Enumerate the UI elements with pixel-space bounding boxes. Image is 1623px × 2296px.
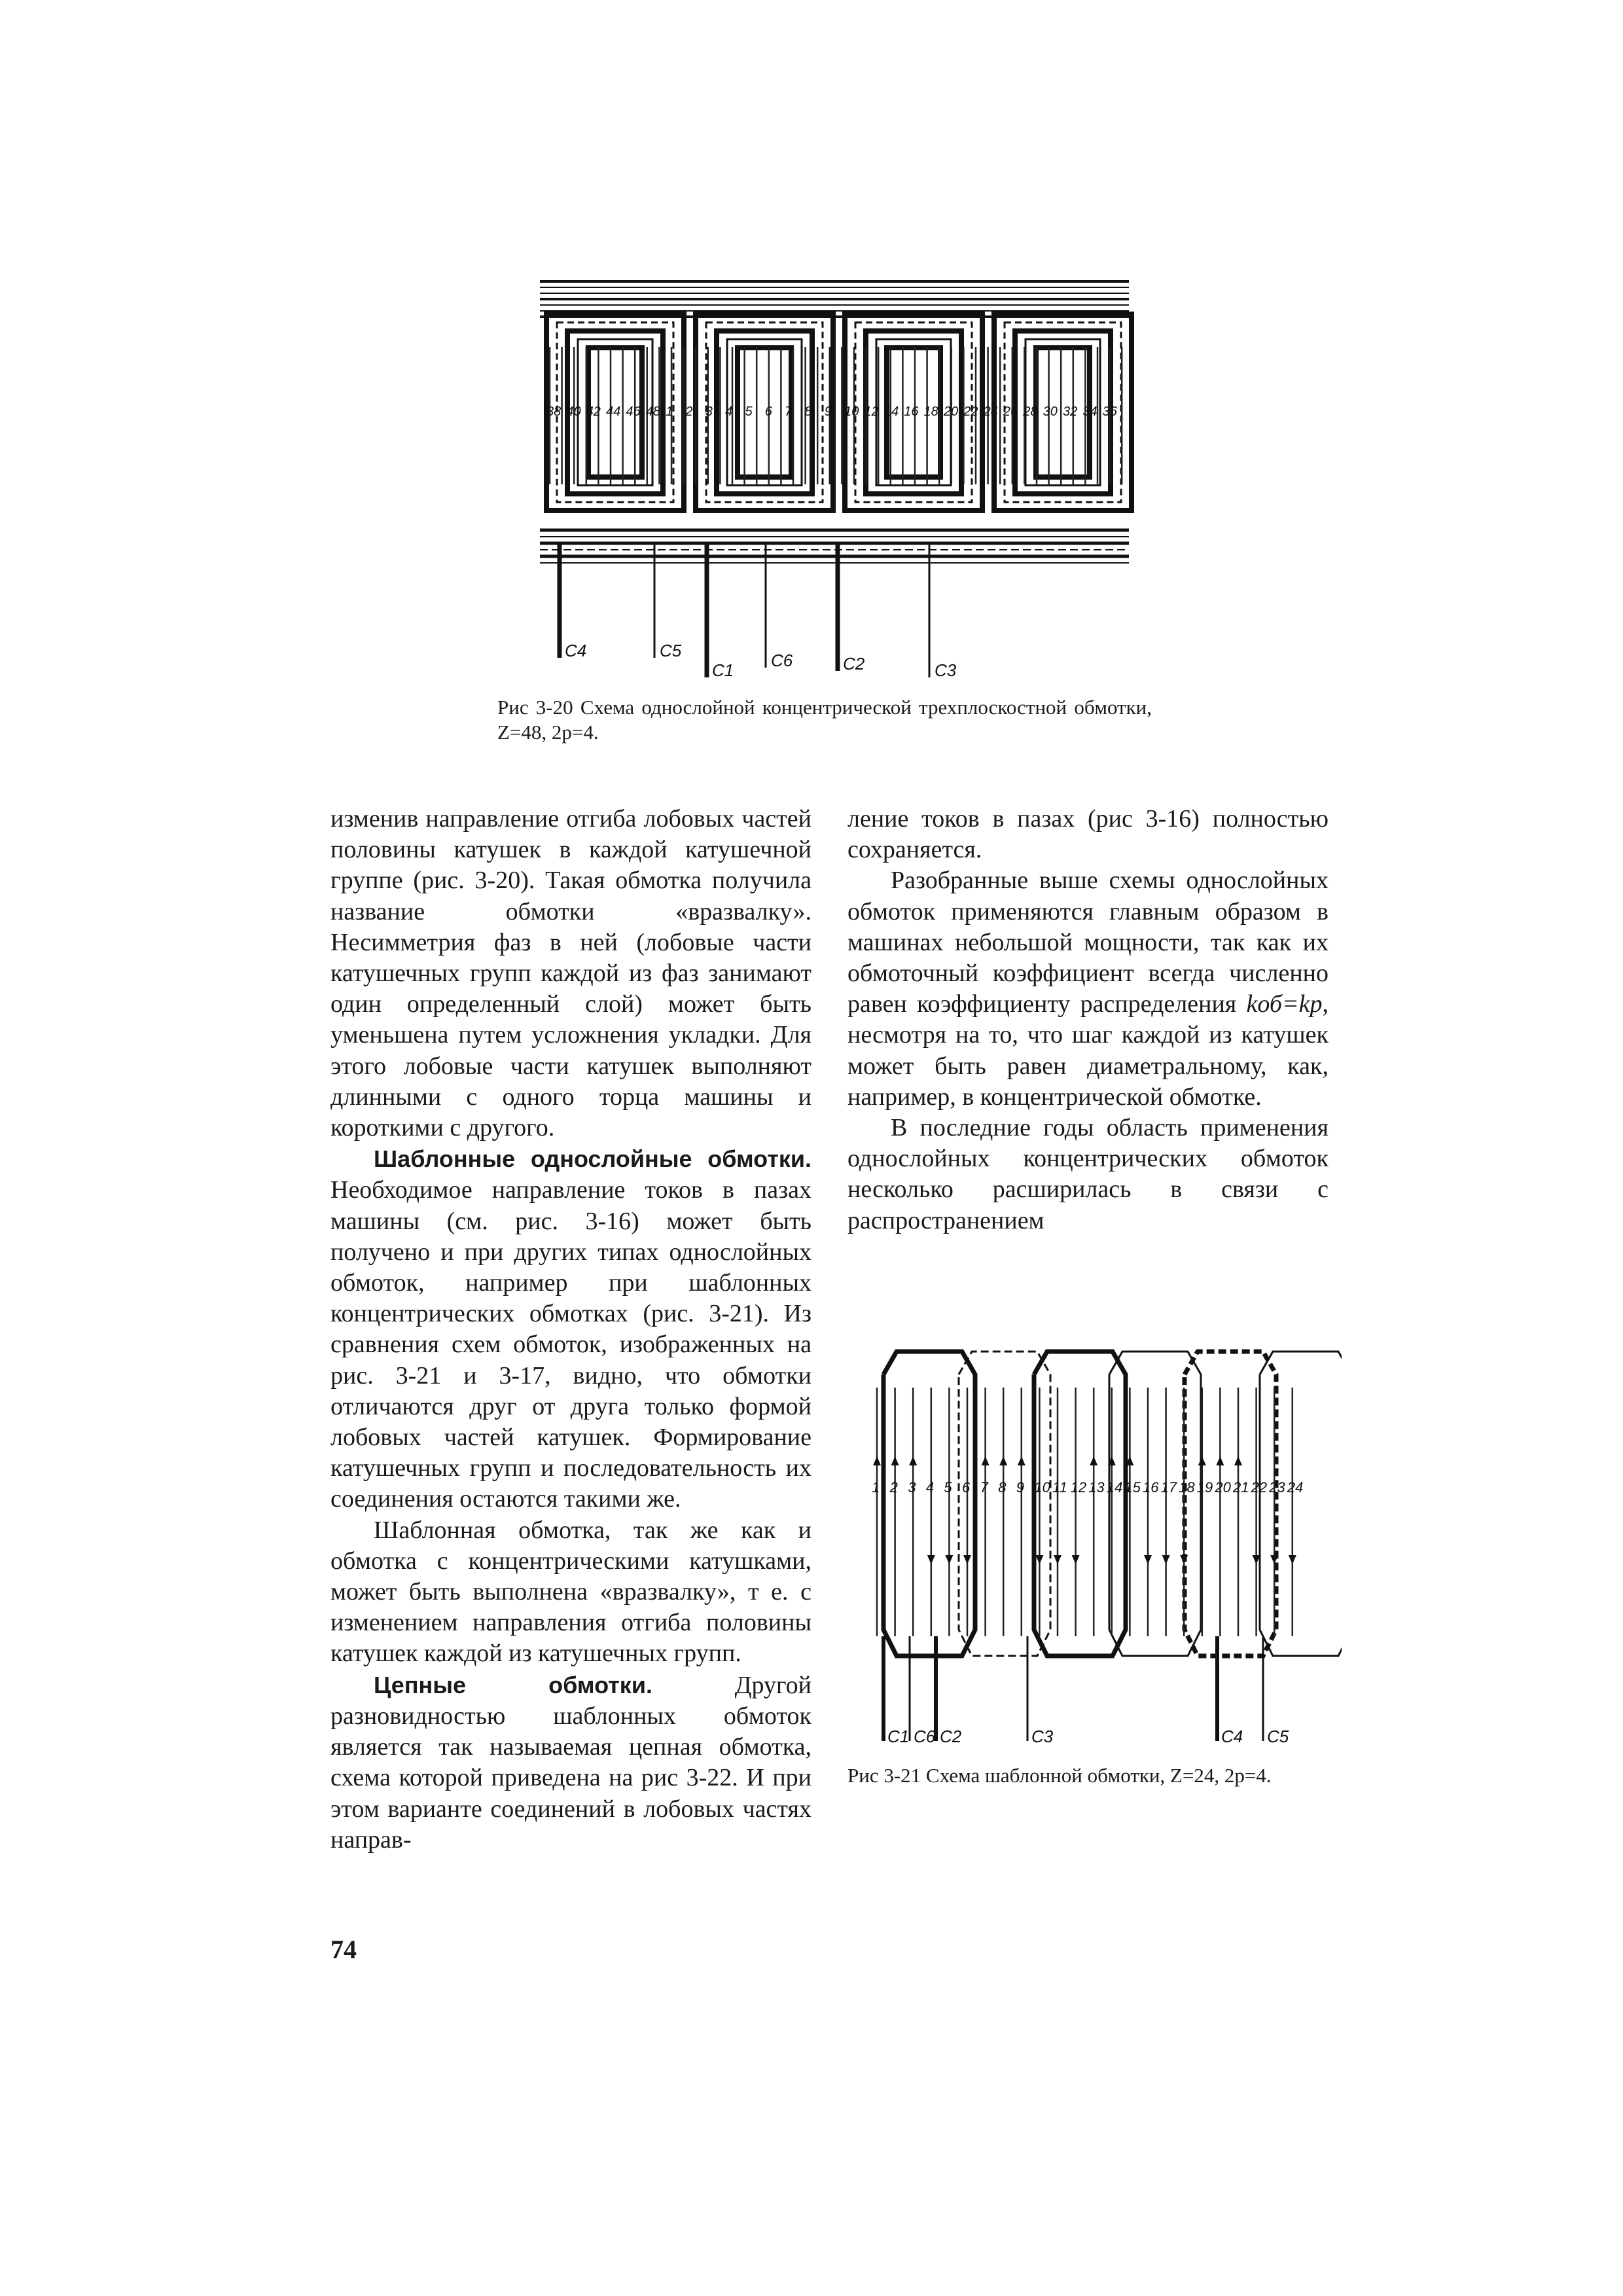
page-number: 74: [330, 1935, 357, 1964]
slot-number: 38: [546, 404, 562, 419]
winding-diagram-3-20: [533, 268, 1149, 700]
slot-number: 8: [998, 1479, 1007, 1496]
slot-number: 6: [962, 1479, 971, 1496]
slot-number: 1: [872, 1479, 880, 1496]
paragraph: Шаблонные однослойные обмотки. Необходимое направление токов в пазах машины (см. рис. 3-16) может быть получено и при других типах однослойных обмоток, например при шаблонных концентрических обмотках (рис. 3-21). Из сравнения схем обмоток, изображенных на рис. 3-21 и 3-17, видно, что обмотки отличаются друг от друга только формой лобовых частей катушек. Формирование катушечных групп и последовательность их соединения остаются такими же.: [330, 1145, 812, 1513]
slot-number: 34: [1082, 404, 1097, 419]
paragraph: Разобранные выше схемы однослойных обмоток применяются главным образом в машинах небольшой мощности, так как их обмоточный коэффициент всегда численно равен коэффициенту распределения kоб=kр, несмотря на то, что шаг каждой из катушек может быть равен диаметральному, как, например, в концентрической обмотке.: [847, 867, 1329, 1111]
coil-outline: [1106, 1352, 1201, 1656]
slot-number: 9: [1016, 1479, 1025, 1496]
figure-3-20: [533, 268, 1149, 700]
slot-number: 12: [864, 404, 879, 419]
slot-number: 46: [626, 404, 641, 419]
slot-number: 2: [889, 1479, 898, 1496]
terminal-label: C1: [887, 1727, 910, 1746]
slot-number: 10: [1034, 1479, 1050, 1496]
slot-number: 44: [606, 404, 621, 419]
current-arrow: [1018, 1456, 1026, 1465]
slot-number: 6: [764, 404, 772, 419]
slot-number: 48: [645, 404, 660, 419]
terminal-label: C5: [660, 641, 682, 660]
current-arrow: [1289, 1555, 1296, 1564]
terminal-label: C6: [771, 651, 793, 670]
slot-number: 9: [824, 404, 832, 419]
current-arrow: [982, 1456, 990, 1465]
slot-number: 12: [1070, 1479, 1087, 1496]
current-arrow: [945, 1555, 953, 1564]
terminal-label: C2: [940, 1727, 962, 1746]
slot-number: 42: [586, 404, 601, 419]
terminal-label: C6: [914, 1727, 936, 1746]
coil-outline: [1260, 1352, 1342, 1656]
terminal-label: C4: [565, 641, 587, 660]
terminal-label: C3: [1031, 1727, 1054, 1746]
terminal-label: C5: [1267, 1727, 1289, 1746]
slot-number: 19: [1196, 1479, 1213, 1496]
current-arrow: [873, 1456, 881, 1465]
current-arrow: [927, 1555, 935, 1564]
current-arrow: [1234, 1456, 1242, 1465]
current-arrow: [1035, 1555, 1043, 1564]
slot-number: 20: [943, 404, 959, 419]
paragraph: изменив направление отгиба лобовых частей половины катушек в каждой катушечной группе (рис. 3-20). Такая обмотка получила название обмотки «вразвалку». Несимметрия фаз в ней (лобовые части катушечных групп каждой из фаз занимают один определенный слой) может быть уменьшена путем усложнения укладки. Для этого лобовые части катушек выполняют длинными с одного торца машины и короткими с другого.: [330, 805, 812, 1142]
slot-number: 24: [1287, 1479, 1304, 1496]
slot-number: 20: [1215, 1479, 1231, 1496]
coil-outline: [883, 1352, 975, 1656]
left-text-column: [330, 804, 812, 1856]
slot-number: 8: [804, 404, 812, 419]
slot-number: 3: [908, 1479, 916, 1496]
terminal-label: C2: [843, 654, 865, 673]
slot-number: 24: [983, 404, 998, 419]
slot-number: 16: [1143, 1479, 1159, 1496]
slot-number: 17: [1160, 1479, 1177, 1496]
current-arrow: [963, 1555, 971, 1564]
slot-number: 21: [1233, 1479, 1249, 1496]
slot-number: 30: [1043, 404, 1058, 419]
paragraph: Цепные обмотки. Другой разновидностью шаблонных обмоток является так называемая цепная обмотка, схема которой приведена на рис 3-22. И при этом варианте соединений в лобовых частях направ-: [330, 1671, 812, 1854]
slot-number: 18: [1179, 1479, 1195, 1496]
slot-number: 7: [785, 404, 793, 419]
terminal-label: C3: [935, 660, 957, 680]
slot-number: 18: [923, 404, 938, 419]
slot-number: 26: [1003, 404, 1018, 419]
slot-number: 5: [745, 404, 753, 419]
current-arrow: [1198, 1456, 1206, 1465]
slot-number: 36: [1102, 404, 1117, 419]
slot-number: 22: [963, 404, 978, 419]
slot-number: 23: [1269, 1479, 1285, 1496]
slot-number: 14: [1106, 1479, 1123, 1496]
current-arrow: [891, 1456, 899, 1465]
slot-number: 11: [1052, 1479, 1067, 1496]
slot-number: 1: [666, 404, 673, 419]
current-arrow: [1162, 1555, 1170, 1564]
terminal-label: C4: [1221, 1727, 1243, 1746]
slot-number: 14: [883, 404, 899, 419]
slot-number: 40: [566, 404, 581, 419]
figure-3-21-caption: Рис 3-21 Схема шаблонной обмотки, Z=24, 2p=4.: [847, 1764, 1272, 1787]
coil-outline: [1185, 1352, 1276, 1656]
current-arrow: [1090, 1456, 1097, 1465]
slot-number: 10: [844, 404, 859, 419]
current-arrow: [1144, 1555, 1152, 1564]
paragraph: В последние годы область применения однослойных концентрических обмоток несколько расширилась в связи с распространением: [847, 1114, 1329, 1234]
current-arrow: [999, 1456, 1007, 1465]
slot-number: 13: [1088, 1479, 1105, 1496]
slot-number: 22: [1251, 1479, 1268, 1496]
current-arrow: [1216, 1456, 1224, 1465]
slot-number: 16: [904, 404, 919, 419]
figure-3-21: [870, 1348, 1342, 1754]
terminal-label: C1: [712, 660, 734, 680]
figure-3-20-caption: Рис 3-20 Схема однослойной концентрической трехплоскостной обмотки, Z=48, 2p=4.: [497, 696, 1152, 744]
section-heading: Шаблонные однослойные обмотки.: [374, 1145, 812, 1173]
coil-outline: [959, 1352, 1050, 1656]
slot-number: 7: [980, 1479, 988, 1496]
formula: kоб=kр: [1246, 990, 1323, 1018]
current-arrow: [909, 1456, 917, 1465]
right-text-column: [847, 804, 1329, 1236]
slot-number: 4: [925, 1479, 935, 1496]
paragraph: ление токов в пазах (рис 3-16) полностью сохраняется.: [847, 805, 1329, 864]
slot-number: 3: [705, 404, 713, 419]
slot-number: 4: [725, 404, 733, 419]
paragraph: Шаблонная обмотка, так же как и обмотка с концентрическими катушками, может быть выполнена «вразвалку», т е. с изменением направления отгиба половины катушек каждой из катушечных групп.: [330, 1516, 812, 1668]
current-arrow: [1054, 1555, 1061, 1564]
winding-diagram-3-21: [870, 1348, 1342, 1754]
slot-number: 2: [685, 404, 693, 419]
slot-number: 32: [1062, 404, 1078, 419]
slot-number: 5: [944, 1479, 952, 1496]
slot-number: 15: [1124, 1479, 1141, 1496]
slot-number: 28: [1023, 404, 1038, 419]
section-heading: Цепные обмотки.: [374, 1671, 652, 1698]
current-arrow: [1072, 1555, 1080, 1564]
